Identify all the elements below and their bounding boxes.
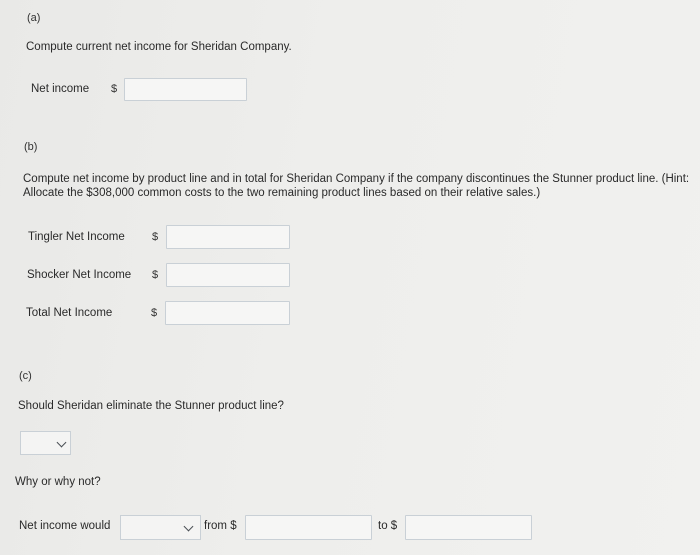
net-income-would-label: Net income would <box>19 520 111 532</box>
shocker-net-income-label: Shocker Net Income <box>27 269 132 281</box>
chevron-down-icon <box>184 522 194 532</box>
part-a-question: Compute current net income for Sheridan Company. <box>26 41 292 53</box>
tingler-net-income-input[interactable] <box>166 225 290 249</box>
tingler-net-income-label: Tingler Net Income <box>28 231 125 243</box>
to-value-input[interactable] <box>405 515 532 540</box>
net-income-currency: $ <box>111 83 118 95</box>
total-net-income-label: Total Net Income <box>26 307 113 319</box>
net-income-input[interactable] <box>124 78 247 101</box>
from-label: from $ <box>204 520 237 532</box>
why-label: Why or why not? <box>15 476 101 488</box>
chevron-down-icon <box>57 438 67 448</box>
shocker-net-income-input[interactable] <box>166 263 290 287</box>
net-income-label: Net income <box>31 83 90 95</box>
net-income-would-dropdown[interactable] <box>120 515 201 540</box>
from-value-input[interactable] <box>245 515 372 540</box>
eliminate-dropdown[interactable] <box>20 431 71 455</box>
part-c-question: Should Sheridan eliminate the Stunner product line? <box>18 400 284 412</box>
tingler-currency: $ <box>152 231 159 243</box>
total-currency: $ <box>151 307 158 319</box>
part-b-label: (b) <box>24 141 38 153</box>
part-c-label: (c) <box>19 370 32 382</box>
total-net-income-input[interactable] <box>165 301 290 325</box>
part-a-label: (a) <box>27 12 41 24</box>
part-b-question: Compute net income by product line and in total for Sheridan Company if the company discontinues the Stunner product line. (Hint: Allocate the $308,000 common costs to the two remaining product lines based on their relative sales.) <box>23 173 690 199</box>
to-label: to $ <box>378 520 398 532</box>
shocker-currency: $ <box>152 269 159 281</box>
